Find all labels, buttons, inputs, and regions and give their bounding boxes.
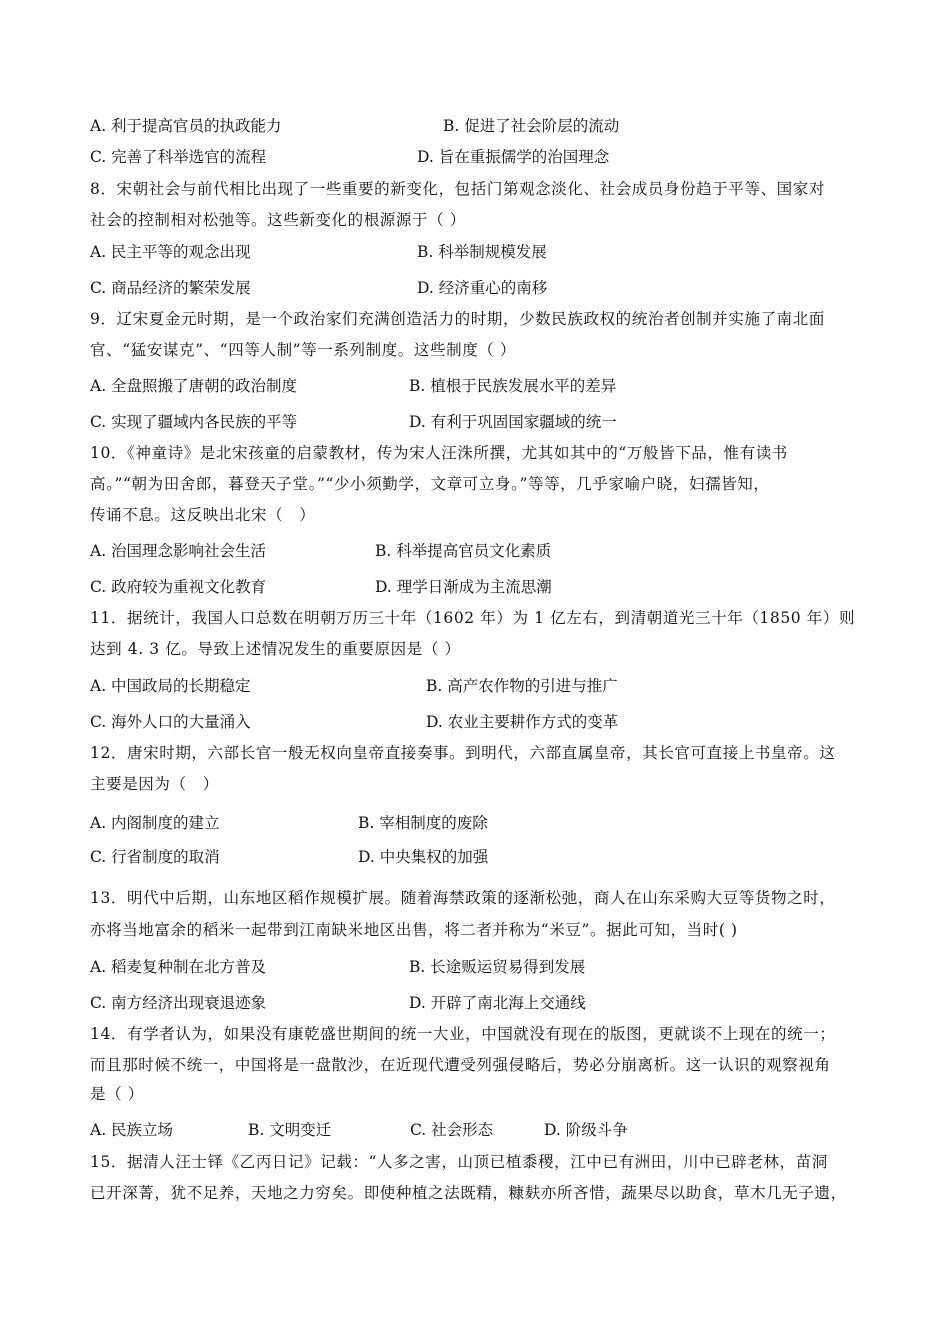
q11-option-c: C. 海外人口的大量涌入: [90, 713, 251, 731]
q10-line-2: 高。”“朝为田舍郎，暮登天子堂。”“少小须勤学，文章可立身。”等等，几乎家喻户晓，妇孺皆知，: [90, 475, 770, 493]
q13-option-b: B. 长途贩运贸易得到发展: [409, 958, 586, 976]
q14-line-3: 是（ ）: [90, 1085, 144, 1103]
q11-option-a: A. 中国政局的长期稳定: [90, 677, 251, 695]
q10-option-c: C. 政府较为重视文化教育: [90, 578, 267, 596]
q13-line-1: 13．明代中后期，山东地区稻作规模扩展。随着海禁政策的逐渐松弛，商人在山东采购大豆等货物之时，: [90, 889, 836, 907]
q15-line-2: 已开深菁，犹不足养，天地之力穷矣。即使种植之法既精，糠麸亦所吝惜，蔬果尽以助食，草木几无子遗，: [90, 1184, 847, 1202]
q9-line-2: 官、“猛安谋克”、“四等人制”等一系列制度。这些制度（ ）: [90, 341, 517, 359]
q8-option-a: A. 民主平等的观念出现: [90, 243, 251, 261]
q10-option-d: D. 理学日渐成为主流思潮: [375, 578, 552, 596]
q11-option-b: B. 高产农作物的引进与推广: [426, 677, 618, 695]
q9-line-1: 9．辽宋夏金元时期，是一个政治家们充满创造活力的时期，少数民族政权的统治者创制并实施了南北面: [90, 310, 825, 328]
q12-line-1: 12．唐宋时期，六部长官一般无权向皇帝直接奏事。到明代，六部直属皇帝，其长官可直接上书皇帝。这: [90, 744, 836, 762]
q12-option-a: A. 内阁制度的建立: [90, 814, 220, 832]
q8-line-2: 社会的控制相对松弛等。这些新变化的根源源于（ ）: [90, 211, 466, 229]
q10-line-1: 10．《神童诗》是北宋孩童的启蒙教材，传为宋人汪洙所撰，尤其如其中的“万般皆下品，惟有读书: [90, 444, 788, 462]
q11-line-2: 达到 4. 3 亿。导致上述情况发生的重要原因是（ ）: [90, 640, 461, 658]
q13-line-2: 亦将当地富余的稻米一起带到江南缺米地区出售，将二者并称为“米豆”。据此可知，当时( ): [90, 921, 738, 939]
q13-option-d: D. 开辟了南北海上交通线: [409, 994, 586, 1012]
q12-option-d: D. 中央集权的加强: [358, 848, 489, 866]
prev-option-b: B. 促进了社会阶层的流动: [443, 117, 620, 135]
q11-line-1: 11．据统计，我国人口总数在明朝万历三十年（1602 年）为 1 亿左右，到清朝道光三十年（1850 年）则: [90, 609, 856, 627]
q8-option-c: C. 商品经济的繁荣发展: [90, 279, 251, 297]
q8-option-b: B. 科举制规模发展: [417, 243, 547, 261]
q10-option-a: A. 治国理念影响社会生活: [90, 542, 267, 560]
q12-option-c: C. 行省制度的取消: [90, 848, 220, 866]
prev-option-d: D. 旨在重振儒学的治国理念: [417, 148, 610, 166]
q10-option-b: B. 科举提高官员文化素质: [375, 542, 552, 560]
q13-option-c: C. 南方经济出现衰退迹象: [90, 994, 267, 1012]
q14-option-c: C. 社会形态: [410, 1121, 494, 1139]
q13-option-a: A. 稻麦复种制在北方普及: [90, 958, 267, 976]
q14-option-a: A. 民族立场: [90, 1121, 174, 1139]
q10-line-3: 传诵不息。这反映出北宋（ ）: [90, 506, 316, 524]
q12-line-2: 主要是因为（ ）: [90, 775, 219, 793]
q14-option-b: B. 文明变迁: [248, 1121, 332, 1139]
prev-option-a: A. 利于提高官员的执政能力: [90, 117, 282, 135]
q14-line-2: 而且那时候不统一，中国将是一盘散沙，在近现代遭受列强侵略后，势必分崩离析。这一认识的观察视角: [90, 1056, 831, 1074]
q14-option-d: D. 阶级斗争: [544, 1121, 628, 1139]
q15-line-1: 15．据清人汪士铎《乙丙日记》记载：“人多之害，山顶已植黍稷，江中已有洲田，川中已辟老林，苗洞: [90, 1153, 828, 1171]
q8-line-1: 8．宋朝社会与前代相比出现了一些重要的新变化，包括门第观念淡化、社会成员身份趋于平等、国家对: [90, 180, 825, 198]
q9-option-b: B. 植根于民族发展水平的差异: [409, 377, 617, 395]
q12-option-b: B. 宰相制度的废除: [358, 814, 488, 832]
q8-option-d: D. 经济重心的南移: [417, 279, 548, 297]
q9-option-a: A. 全盘照搬了唐朝的政治制度: [90, 377, 298, 395]
q9-option-c: C. 实现了疆域内各民族的平等: [90, 413, 298, 431]
q11-option-d: D. 农业主要耕作方式的变革: [426, 713, 619, 731]
prev-option-c: C. 完善了科举选官的流程: [90, 148, 267, 166]
q9-option-d: D. 有利于巩固国家疆域的统一: [409, 413, 617, 431]
q14-line-1: 14．有学者认为，如果没有康乾盛世期间的统一大业，中国就没有现在的版图，更就谈不上现在的统一；: [90, 1025, 836, 1043]
